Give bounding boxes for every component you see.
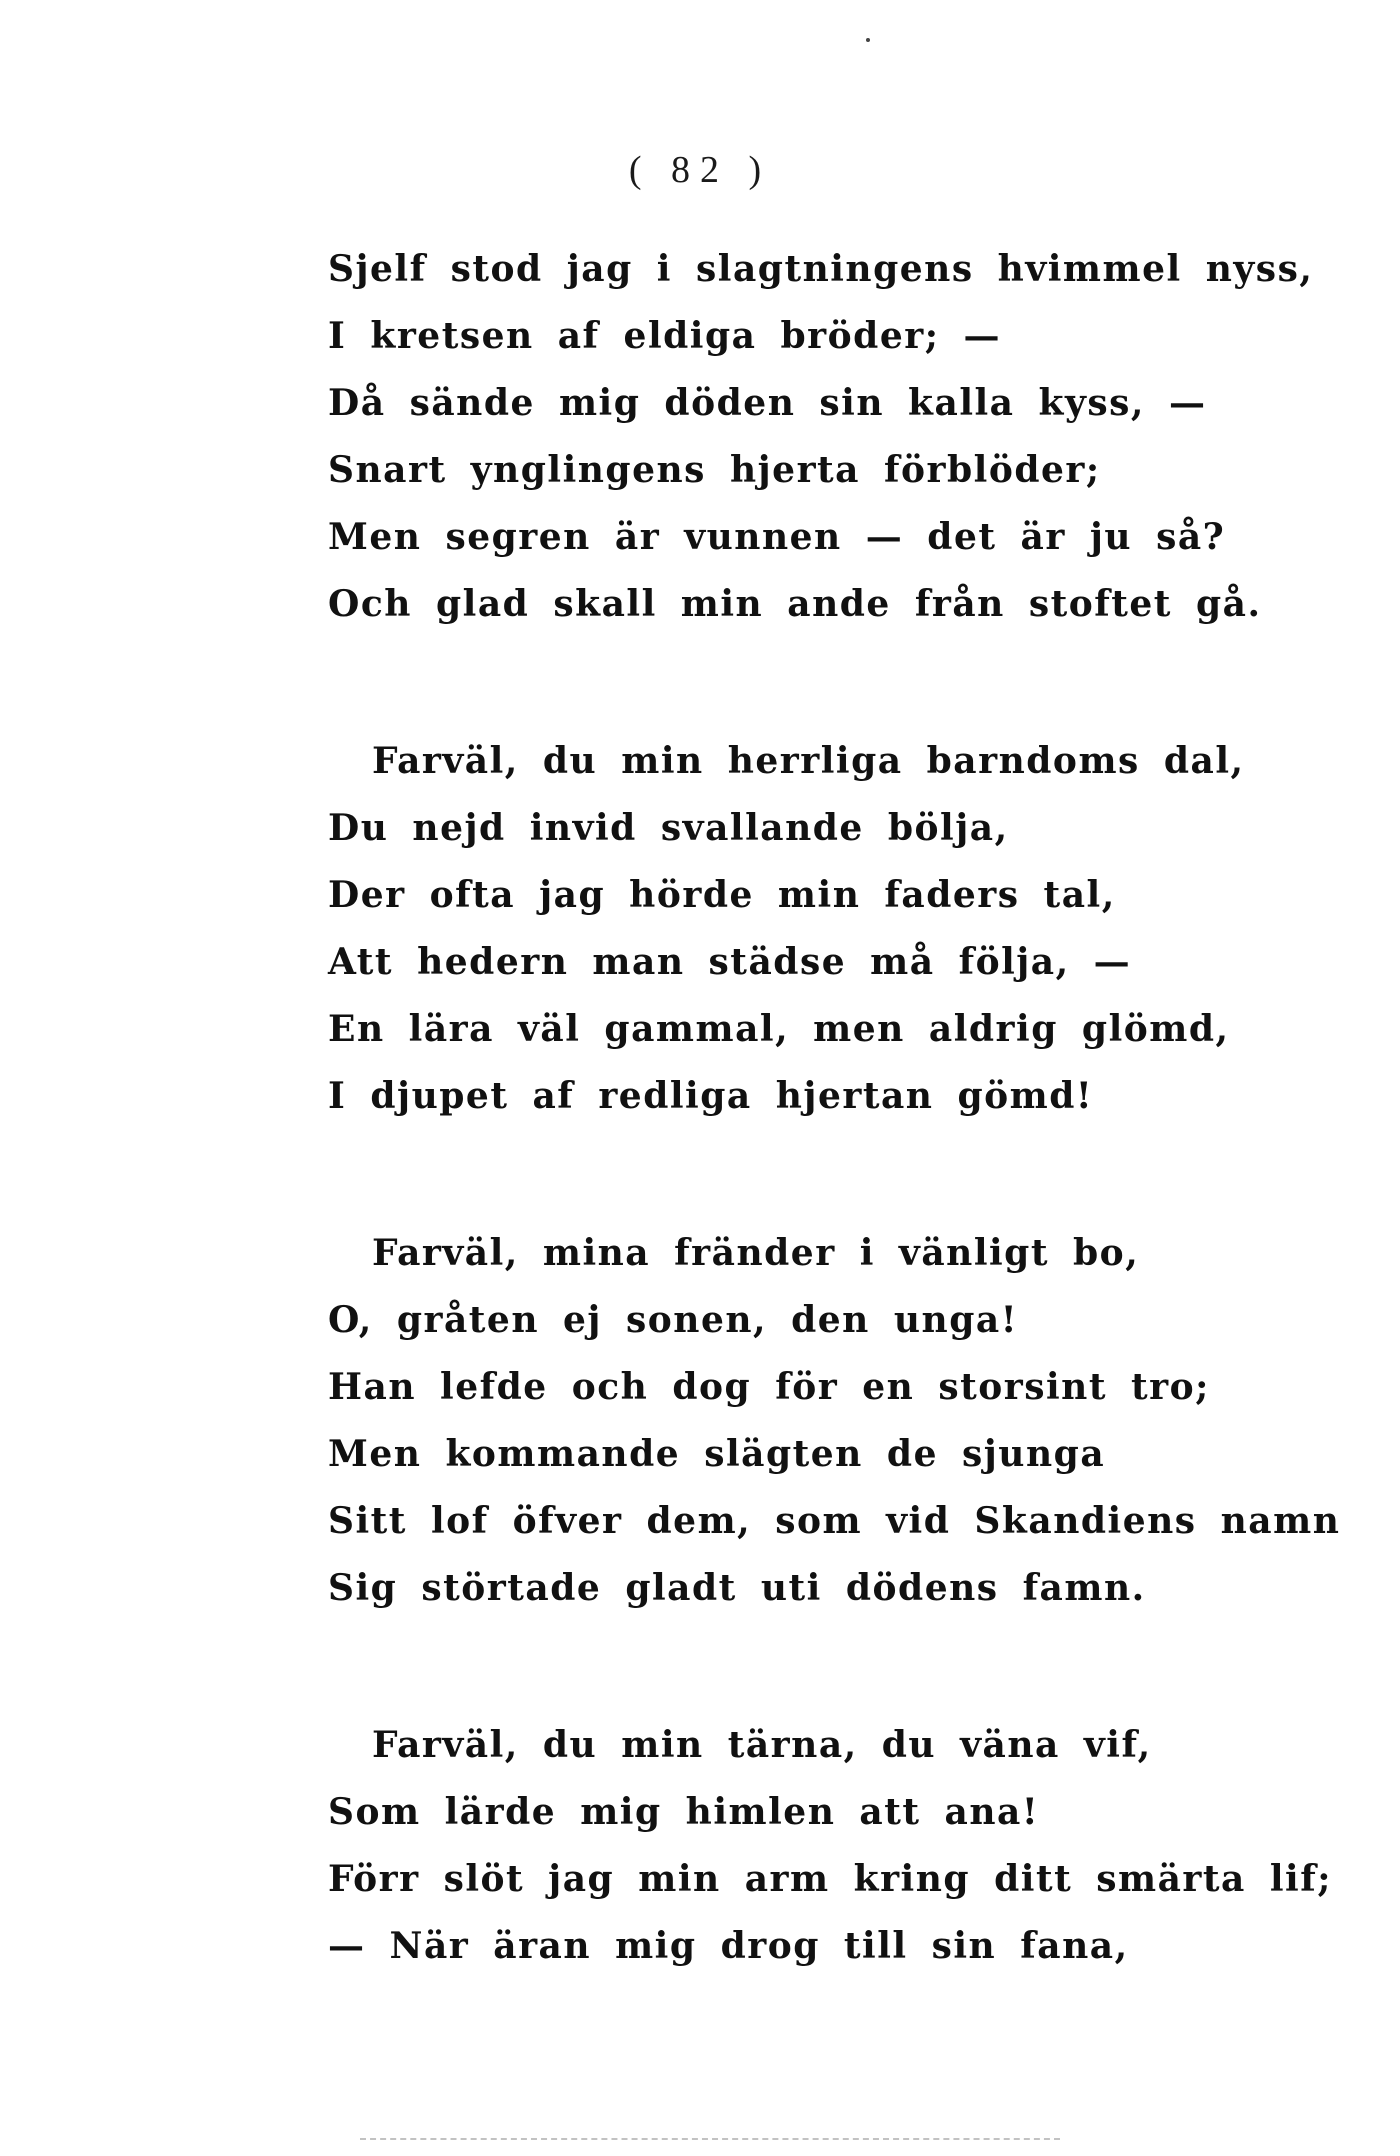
poem-line: Och glad skall min ande från stoftet gå. (328, 583, 1262, 625)
poem-line: Men kommande slägten de sjunga (328, 1433, 1106, 1475)
poem-line: O, gråten ej sonen, den unga! (328, 1299, 1019, 1341)
print-speck (866, 38, 870, 42)
poem-line: Du nejd invid svallande bölja, (328, 807, 1009, 849)
poem (328, 236, 1341, 2070)
poem-line: Der ofta jag hörde min faders tal, (328, 874, 1116, 916)
poem-line: I djupet af redliga hjertan gömd! (328, 1075, 1094, 1117)
stanza-4 (328, 1712, 1333, 1980)
poem-line: Farväl, mina fränder i vänligt bo, (372, 1232, 1140, 1274)
poem-line: Men segren är vunnen — det är ju så? (328, 516, 1226, 558)
poem-line: Då sände mig döden sin kalla kyss, — (328, 382, 1207, 424)
poem-line: — När äran mig drog till sin fana, (328, 1925, 1129, 1967)
poem-line: Sitt lof öfver dem, som vid Skandiens namn (328, 1500, 1341, 1542)
poem-line: Farväl, du min tärna, du väna vif, (372, 1724, 1152, 1766)
poem-line: Sig störtade gladt uti dödens famn. (328, 1567, 1146, 1609)
page-number: ( 82 ) (628, 149, 772, 191)
stanza-1 (328, 236, 1328, 638)
scan-artifact-line (360, 2138, 1060, 2144)
poem-line: Farväl, du min herrliga barndoms dal, (372, 740, 1245, 782)
poem-line: Snart ynglingens hjerta förblöder; (328, 449, 1101, 491)
stanza-3 (328, 1220, 1341, 1622)
poem-line: En lära väl gammal, men aldrig glömd, (328, 1008, 1230, 1050)
poem-line: Sjelf stod jag i slagtningens hvimmel nyss, (328, 248, 1314, 290)
poem-line: Att hedern man städse må följa, — (328, 941, 1132, 983)
poem-line: Som lärde mig himlen att ana! (328, 1791, 1040, 1833)
poem-line: Han lefde och dog för en storsint tro; (328, 1366, 1210, 1408)
poem-line: I kretsen af eldiga bröder; — (328, 315, 1002, 357)
poem-line: Förr slöt jag min arm kring ditt smärta lif; (328, 1858, 1333, 1900)
stanza-2 (328, 728, 1328, 1130)
